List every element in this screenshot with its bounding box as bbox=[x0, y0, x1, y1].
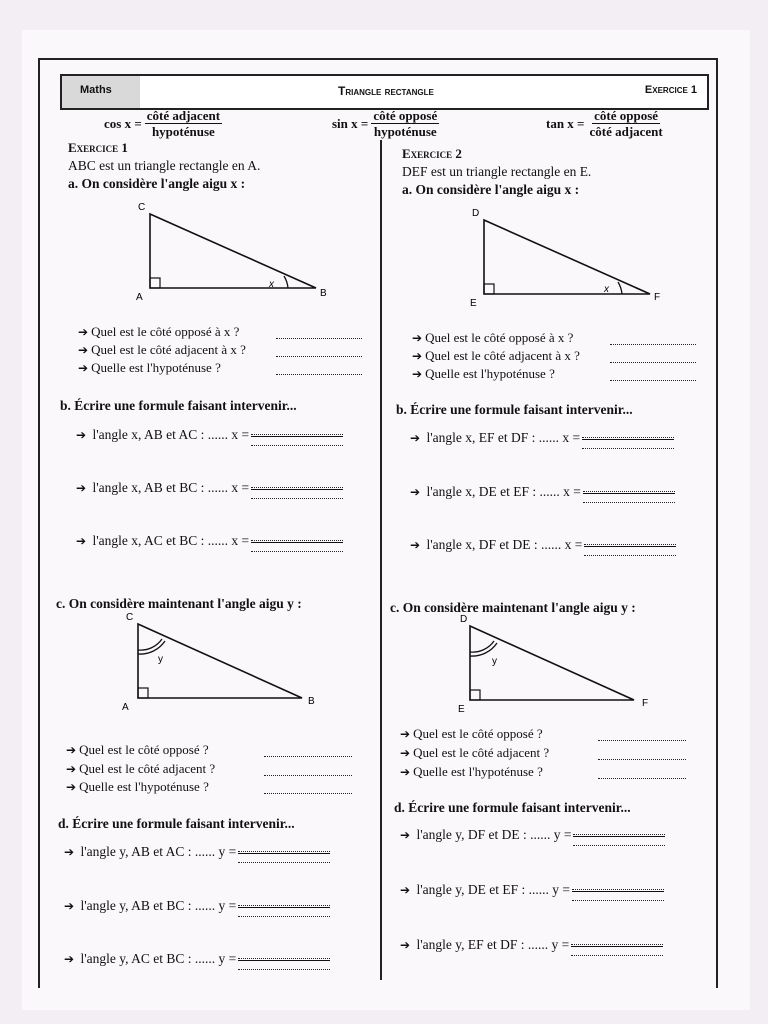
ex1-triangle-y-diagram bbox=[118, 610, 328, 718]
ex2-b-item-1: ➔ l'angle x, EF et DF : ...... x = bbox=[410, 429, 674, 449]
ex2-qx-2: ➔ Quel est le côté adjacent à x ? bbox=[412, 348, 580, 363]
angle-label-y: y bbox=[158, 654, 163, 665]
formula-sin-num: côté opposé bbox=[373, 108, 438, 123]
angle-arc-x bbox=[284, 276, 288, 288]
ex2-qy-1-answer[interactable] bbox=[598, 730, 686, 741]
ex1-part-c: c. On considère maintenant l'angle aigu y : bbox=[56, 596, 302, 611]
ex1-b-item-1: ➔ l'angle x, AB et AC : ...... x = bbox=[76, 426, 343, 446]
ex2-qx-3: ➔ Quelle est l'hypoténuse ? bbox=[412, 366, 555, 381]
vertex-label-a: A bbox=[122, 702, 129, 713]
angle-label-x: x bbox=[604, 284, 609, 295]
ex2-b-item-3: ➔ l'angle x, DF et DE : ...... x = bbox=[410, 536, 676, 556]
ex1-d-item-3: ➔ l'angle y, AC et BC : ...... y = bbox=[64, 950, 330, 970]
ex2-qy-3: ➔ Quelle est l'hypoténuse ? bbox=[400, 764, 543, 779]
formula-tan bbox=[546, 108, 665, 139]
angle-label-y: y bbox=[492, 656, 497, 667]
worksheet-header bbox=[60, 74, 709, 110]
vertex-label-c: C bbox=[126, 612, 134, 623]
ex2-qx-1-answer[interactable] bbox=[610, 334, 696, 345]
ex1-qx-3: ➔ Quelle est l'hypoténuse ? bbox=[78, 360, 221, 375]
formula-sin-lhs: sin x = bbox=[332, 115, 369, 131]
formula-tan-num: côté opposé bbox=[594, 108, 659, 123]
ex2-d-item-2: ➔ l'angle y, DE et EF : ...... y = bbox=[400, 881, 664, 901]
vertex-label-f: F bbox=[654, 292, 661, 303]
vertex-label-a: A bbox=[136, 292, 143, 303]
triangle-abc bbox=[150, 214, 316, 288]
ex2-qy-1: ➔ Quel est le côté opposé ? bbox=[400, 726, 543, 741]
ex1-part-d: d. Écrire une formule faisant intervenir... bbox=[58, 816, 295, 831]
formula-cos-num: côté adjacent bbox=[146, 108, 221, 123]
ex2-qx-1: ➔ Quel est le côté opposé à x ? bbox=[412, 330, 574, 345]
ex1-qx-2: ➔ Quel est le côté adjacent à x ? bbox=[78, 342, 246, 357]
ex1-d-item-1: ➔ l'angle y, AB et AC : ...... y = bbox=[64, 843, 330, 863]
ex1-d-item-2: ➔ l'angle y, AB et BC : ...... y = bbox=[64, 897, 330, 917]
ex1-triangle-x-diagram bbox=[128, 198, 338, 306]
ex2-b-item-2: ➔ l'angle x, DE et EF : ...... x = bbox=[410, 483, 675, 503]
formula-sin-den: hypoténuse bbox=[373, 124, 437, 139]
ex1-qx-3-answer[interactable] bbox=[276, 364, 362, 375]
ex1-qy-1-answer[interactable] bbox=[264, 746, 352, 757]
ex1-qy-3-answer[interactable] bbox=[264, 783, 352, 794]
ex2-qx-2-answer[interactable] bbox=[610, 352, 696, 363]
formula-sin bbox=[332, 108, 439, 139]
ex2-triangle-y-diagram bbox=[454, 612, 664, 720]
right-angle-mark bbox=[470, 690, 480, 700]
column-divider bbox=[380, 140, 382, 980]
vertex-label-d: D bbox=[472, 208, 480, 219]
vertex-label-b: B bbox=[320, 288, 327, 299]
ex2-intro: DEF est un triangle rectangle en E. bbox=[402, 164, 592, 179]
ex1-b-item-3: ➔ l'angle x, AC et BC : ...... x = bbox=[76, 532, 343, 552]
triangle-def bbox=[484, 220, 650, 294]
vertex-label-e: E bbox=[470, 298, 477, 309]
ex1-b-item-2: ➔ l'angle x, AB et BC : ...... x = bbox=[76, 479, 343, 499]
ex1-intro: ABC est un triangle rectangle en A. bbox=[68, 158, 261, 173]
formula-tan-lhs: tan x = bbox=[546, 115, 585, 131]
ex2-qy-2-answer[interactable] bbox=[598, 749, 686, 760]
ex1-part-a: a. On considère l'angle aigu x : bbox=[68, 176, 246, 191]
worksheet-title: Triangle rectangle bbox=[338, 84, 434, 98]
vertex-label-f: F bbox=[642, 698, 649, 709]
angle-arc-x bbox=[618, 282, 622, 294]
ex1-qy-2: ➔ Quel est le côté adjacent ? bbox=[66, 761, 216, 776]
right-angle-mark bbox=[138, 688, 148, 698]
right-angle-mark bbox=[150, 278, 160, 288]
ex2-title: Exercice 2 bbox=[402, 146, 462, 161]
ex2-d-item-1: ➔ l'angle y, DF et DE : ...... y = bbox=[400, 826, 665, 846]
ex1-part-b: b. Écrire une formule faisant intervenir... bbox=[60, 398, 297, 413]
ex1-title: Exercice 1 bbox=[68, 140, 128, 155]
vertex-label-e: E bbox=[458, 704, 465, 715]
ex2-part-a: a. On considère l'angle aigu x : bbox=[402, 182, 580, 197]
vertex-label-d: D bbox=[460, 614, 468, 625]
ex2-qx-3-answer[interactable] bbox=[610, 370, 696, 381]
ex2-part-c: c. On considère maintenant l'angle aigu y : bbox=[390, 600, 636, 615]
ex2-part-d: d. Écrire une formule faisant intervenir... bbox=[394, 800, 631, 815]
angle-label-x: x bbox=[269, 279, 274, 290]
subject-label: Maths bbox=[80, 84, 112, 96]
ex1-qy-3: ➔ Quelle est l'hypoténuse ? bbox=[66, 779, 209, 794]
formula-tan-den: côté adjacent bbox=[589, 124, 663, 139]
formula-cos-lhs: cos x = bbox=[104, 115, 142, 131]
ex1-qx-1: ➔ Quel est le côté opposé à x ? bbox=[78, 324, 240, 339]
ex2-part-b: b. Écrire une formule faisant intervenir... bbox=[396, 402, 633, 417]
right-angle-mark bbox=[484, 284, 494, 294]
ex2-qy-2: ➔ Quel est le côté adjacent ? bbox=[400, 745, 550, 760]
ex2-triangle-x-diagram bbox=[468, 204, 678, 312]
exercise-tag: Exercice 1 bbox=[644, 84, 697, 96]
ex2-qy-3-answer[interactable] bbox=[598, 768, 686, 779]
formula-cos bbox=[104, 108, 222, 139]
vertex-label-c: C bbox=[138, 202, 146, 213]
ex1-qy-1: ➔ Quel est le côté opposé ? bbox=[66, 742, 209, 757]
ex2-d-item-3: ➔ l'angle y, EF et DF : ...... y = bbox=[400, 936, 663, 956]
vertex-label-b: B bbox=[308, 696, 315, 707]
ex1-qx-1-answer[interactable] bbox=[276, 328, 362, 339]
formula-cos-den: hypoténuse bbox=[151, 124, 215, 139]
ex1-qy-2-answer[interactable] bbox=[264, 765, 352, 776]
ex1-qx-2-answer[interactable] bbox=[276, 346, 362, 357]
